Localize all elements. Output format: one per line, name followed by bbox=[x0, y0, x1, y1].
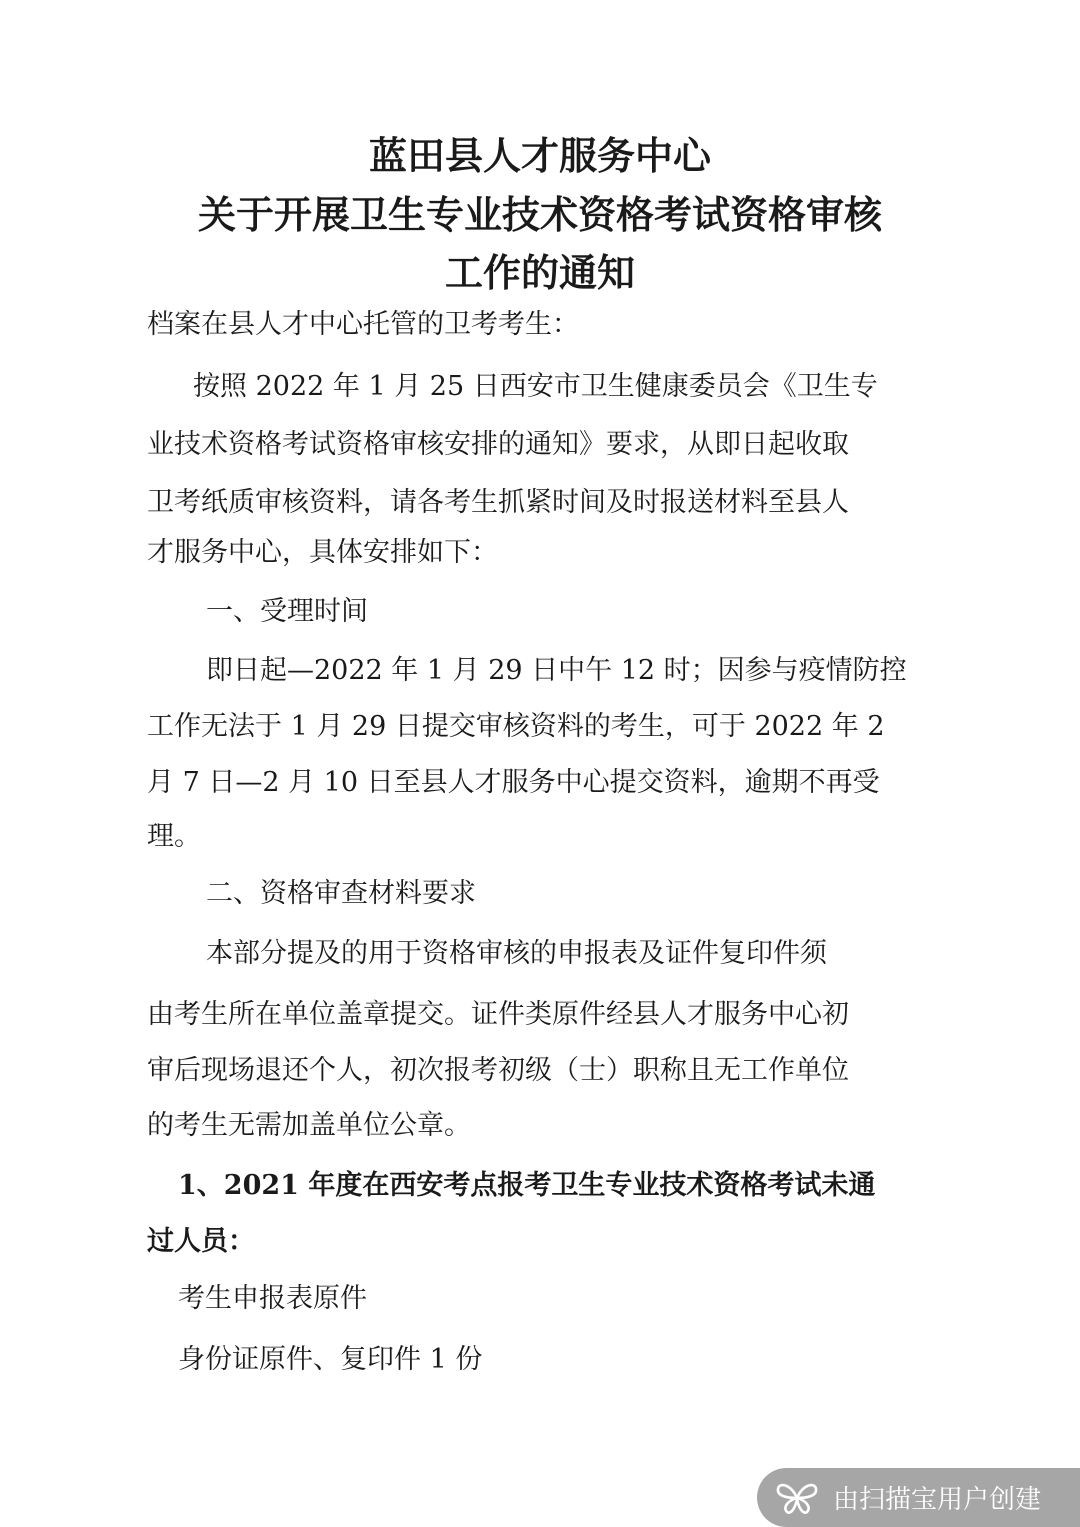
list-item: 考生申报表原件 bbox=[178, 1283, 367, 1314]
paragraph-line: 业技术资格考试资格审核安排的通知》要求，从即日起收取 bbox=[147, 429, 849, 460]
butterfly-icon bbox=[775, 1480, 819, 1516]
watermark-text: 由扫描宝用户创建 bbox=[833, 1485, 1042, 1515]
section-heading-2: 二、资格审查材料要求 bbox=[206, 878, 476, 909]
paragraph-line: 本部分提及的用于资格审核的申报表及证件复印件须 bbox=[206, 938, 827, 969]
scanner-watermark bbox=[757, 1468, 1080, 1527]
list-item: 身份证原件、复印件 1 份 bbox=[178, 1344, 483, 1375]
paragraph-line: 即日起—2022 年 1 月 29 日中午 12 时；因参与疫情防控 bbox=[206, 655, 907, 686]
title-line-1: 蓝田县人才服务中心 bbox=[368, 134, 711, 178]
salutation: 档案在县人才中心托管的卫考考生： bbox=[147, 309, 579, 340]
paragraph-line: 卫考纸质审核资料，请各考生抓紧时间及时报送材料至县人 bbox=[147, 487, 849, 518]
title-line-3: 工作的通知 bbox=[444, 251, 635, 295]
paragraph-line: 工作无法于 1 月 29 日提交审核资料的考生，可于 2022 年 2 bbox=[147, 711, 885, 742]
title-line-2: 关于开展卫生专业技术资格考试资格审核 bbox=[197, 193, 882, 237]
paragraph-line: 理。 bbox=[147, 821, 201, 852]
subsection-heading-1-cont: 过人员： bbox=[147, 1226, 255, 1257]
subsection-heading-1: 1、2021 年度在西安考点报考卫生专业技术资格考试未通 bbox=[178, 1170, 876, 1201]
section-heading-1: 一、受理时间 bbox=[206, 596, 368, 627]
paragraph-line: 由考生所在单位盖章提交。证件类原件经县人才服务中心初 bbox=[147, 999, 849, 1030]
paragraph-line: 审后现场退还个人，初次报考初级（士）职称且无工作单位 bbox=[147, 1055, 849, 1086]
paragraph-line: 的考生无需加盖单位公章。 bbox=[147, 1110, 471, 1141]
paragraph-line: 才服务中心，具体安排如下： bbox=[147, 537, 498, 568]
paragraph-line: 按照 2022 年 1 月 25 日西安市卫生健康委员会《卫生专 bbox=[193, 371, 878, 402]
paragraph-line: 月 7 日—2 月 10 日至县人才服务中心提交资料，逾期不再受 bbox=[147, 767, 880, 798]
